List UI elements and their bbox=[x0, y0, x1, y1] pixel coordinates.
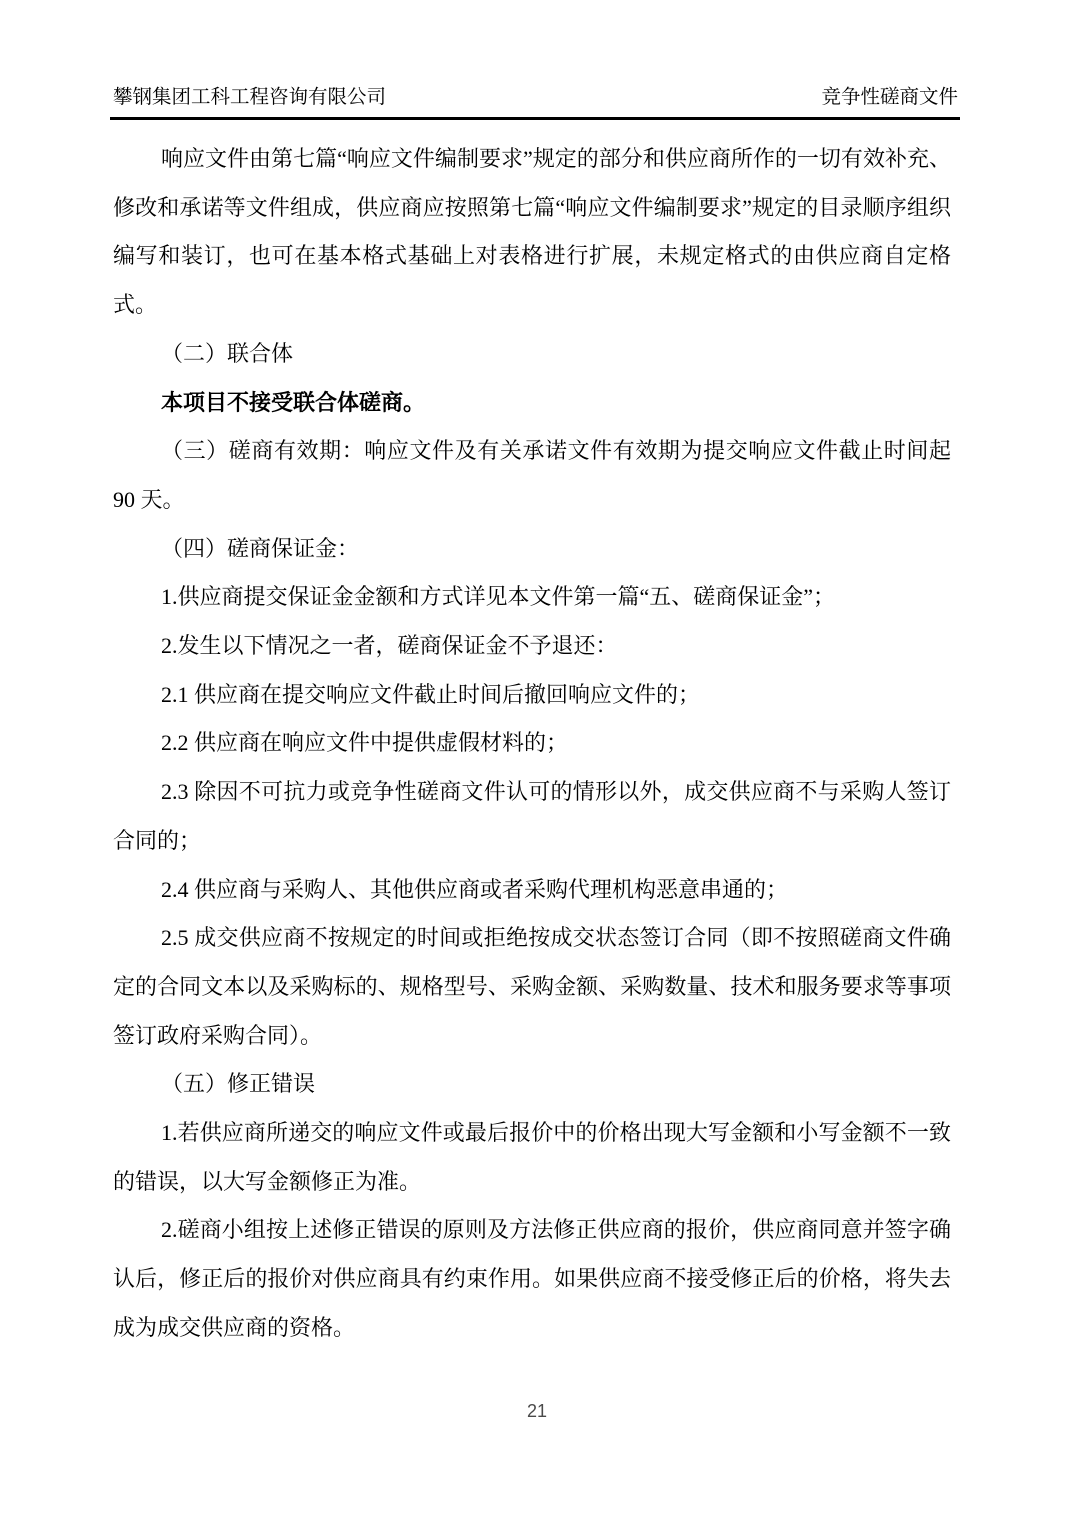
section-heading-4-deposit: （四）磋商保证金： bbox=[161, 535, 360, 561]
paragraph-deposit-2: 2.发生以下情况之一者，磋商保证金不予退还： bbox=[161, 633, 618, 659]
section-heading-2: （二）联合体 bbox=[161, 340, 294, 366]
header-document-type: 竞争性磋商文件 bbox=[821, 87, 958, 108]
page-footer bbox=[0, 1398, 1074, 1424]
header-divider bbox=[110, 117, 960, 120]
paragraph-correction-1: 1.若供应商所递交的响应文件或最后报价中的价格出现大写金额和小写金额不一致的错误，以大写金额修正为准。 bbox=[113, 1120, 951, 1194]
paragraph-deposit-2-4: 2.4 供应商与采购人、其他供应商或者采购代理机构恶意串通的； bbox=[161, 876, 789, 902]
paragraph-deposit-2-5: 2.5 成交供应商不按规定的时间或拒绝按成交状态签订合同（即不按照磋商文件确定的合同文本以及采购标的、规格型号、采购金额、采购数量、技术和服务要求等事项签订政府采购合同）。 bbox=[113, 925, 951, 1048]
paragraph-intro: 响应文件由第七篇“响应文件编制要求”规定的部分和供应商所作的一切有效补充、修改和承诺等文件组成，供应商应按照第七篇“响应文件编制要求”规定的目录顺序组织编写和装订，也可在基本格式基础上对表格进行扩展，未规定格式的由供应商自定格式。 bbox=[113, 146, 951, 318]
paragraph-no-consortium: 本项目不接受联合体磋商。 bbox=[161, 389, 426, 415]
paragraph-deposit-1: 1.供应商提交保证金金额和方式详见本文件第一篇“五、磋商保证金”； bbox=[161, 584, 836, 610]
paragraph-deposit-2-3: 2.3 除因不可抗力或竞争性磋商文件认可的情形以外，成交供应商不与采购人签订合同的； bbox=[113, 779, 951, 853]
document-body bbox=[113, 135, 951, 1353]
section-heading-3-validity: （三）磋商有效期：响应文件及有关承诺文件有效期为提交响应文件截止时间起 90 天。 bbox=[113, 438, 951, 512]
section-heading-5-correction: （五）修正错误 bbox=[161, 1071, 316, 1097]
paragraph-deposit-2-2: 2.2 供应商在响应文件中提供虚假材料的； bbox=[161, 730, 569, 756]
header-company-name: 攀钢集团工科工程咨询有限公司 bbox=[113, 87, 387, 108]
paragraph-correction-2: 2.磋商小组按上述修正错误的原则及方法修正供应商的报价，供应商同意并签字确认后，修正后的报价对供应商具有约束作用。如果供应商不接受修正后的价格，将失去成为成交供应商的资格。 bbox=[113, 1217, 951, 1340]
page-number: 21 bbox=[526, 1401, 548, 1421]
paragraph-deposit-2-1: 2.1 供应商在提交响应文件截止时间后撤回响应文件的； bbox=[161, 681, 701, 707]
page-header bbox=[113, 86, 958, 110]
